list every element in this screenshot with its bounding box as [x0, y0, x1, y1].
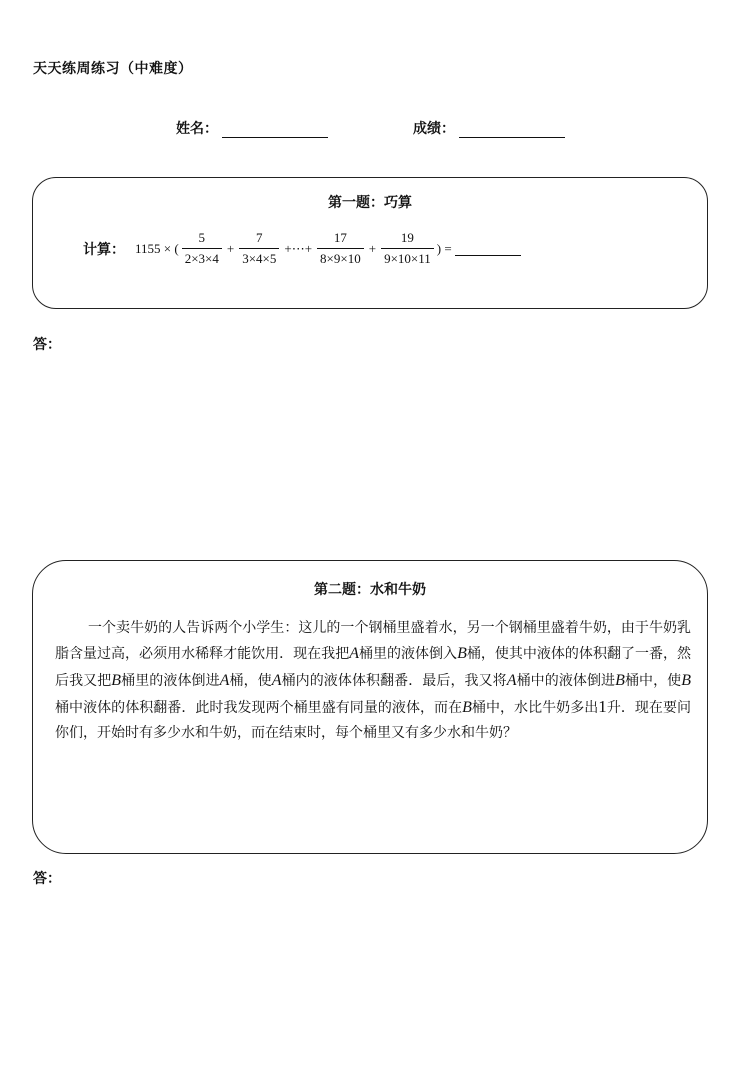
fraction-3 [317, 230, 364, 267]
fraction-numerator: 19 [400, 230, 414, 245]
name-label: 姓名： [176, 121, 218, 137]
fraction-numerator: 7 [256, 230, 263, 245]
fraction-4 [381, 230, 434, 267]
answer-label-1: 答： [33, 337, 61, 353]
fraction-2 [239, 230, 279, 267]
calc-label: 计算： [83, 241, 125, 258]
question-1-heading: 第一题：巧算 [328, 195, 412, 211]
question-2-heading: 第二题：水和牛奶 [314, 582, 426, 598]
worksheet-title: 天天练周练习（中难度） [33, 61, 193, 77]
calculation-expression [83, 230, 521, 267]
question-1-box [32, 177, 708, 309]
expr-end: ) = [436, 240, 452, 256]
score-label: 成绩： [413, 121, 455, 137]
expr-start: 1155 × ( [135, 240, 179, 256]
plus-sign: + [368, 240, 377, 256]
ellipsis: +⋯+ [284, 240, 313, 256]
score-blank[interactable] [459, 119, 565, 138]
question-2-text: 一个卖牛奶的人告诉两个小学生：这儿的一个钢桶里盛着水，另一个钢桶里盛着牛奶，由于牛奶乳脂含量过高，必须用水稀释才能饮用．现在我把A桶里的液体倒入B桶，使其中液体的体积翻了一番，然后我又把B桶里的液体倒进A桶，使A桶内的液体体积翻番．最后，我又将A桶中的液体倒进B桶中，使B桶中液体的体积翻番．此时我发现两个桶里盛有同量的液体，而在B桶中，水比牛奶多出1升．现在要问你们，开始时有多少水和牛奶，而在结束时，每个桶里又有多少水和牛奶？ [55, 620, 692, 742]
fraction-denominator: 9×10×11 [381, 248, 434, 267]
score-field [413, 118, 565, 138]
question-2-box [32, 560, 708, 854]
answer-blank[interactable] [455, 241, 521, 256]
fraction-denominator: 2×3×4 [182, 248, 222, 267]
fraction-denominator: 8×9×10 [317, 248, 364, 267]
fraction-denominator: 3×4×5 [239, 248, 279, 267]
fraction-numerator: 17 [333, 230, 347, 245]
name-field [176, 118, 328, 138]
fraction-1 [182, 230, 222, 267]
plus-sign: + [226, 240, 235, 256]
name-blank[interactable] [222, 119, 328, 138]
answer-label-2: 答： [33, 871, 61, 887]
fraction-numerator: 5 [198, 230, 206, 245]
